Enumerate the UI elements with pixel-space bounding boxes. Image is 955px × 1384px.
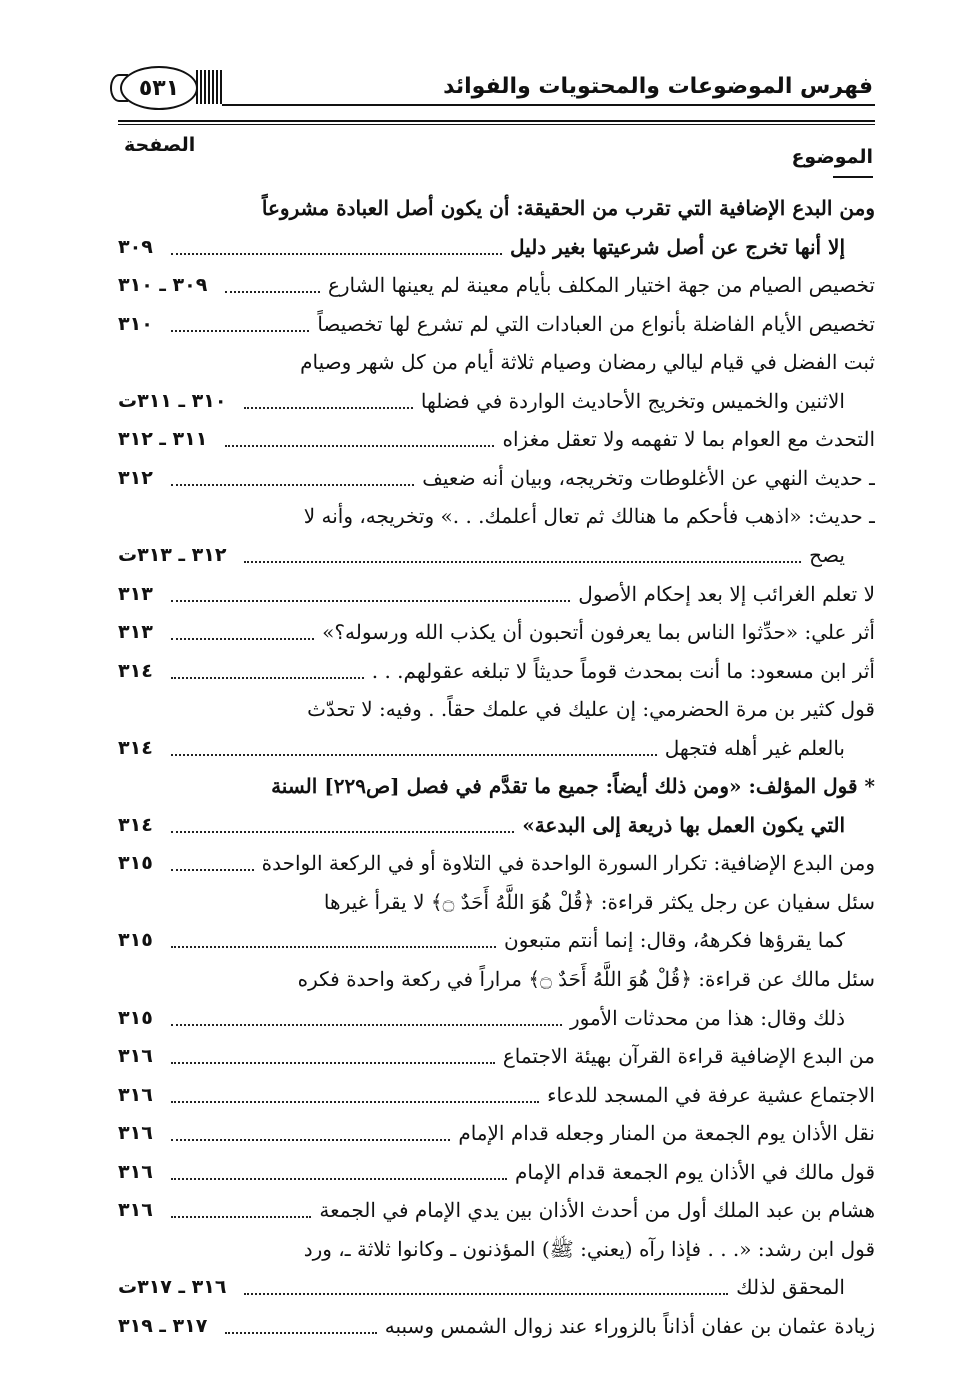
entry-text: هشام بن عبد الملك أول من أحدث الأذان بين يدي الإمام في الجمعة (319, 1198, 875, 1223)
index-entry (118, 227, 845, 267)
entry-text: سئل مالك عن قراءة: ﴿قُلْ هُوَ اللَّهُ أَحَدٌ ۝﴾ مراراً في ركعة واحدة فكره (297, 967, 875, 991)
entry-text: أثر ابن مسعود: ما أنت بمحدث قوماً حديثاً لا تبلغه عقولهم. . . (371, 658, 875, 683)
entry-text: المحقق لذلك (736, 1275, 845, 1300)
entry-text: قول كثير بن مرة الحضرمي: إن عليك في علمك حقاً. . وفيه: لا تحدّث (307, 697, 875, 722)
entry-page-number: ٣١٣ (118, 612, 159, 652)
index-entry (118, 535, 845, 575)
entry-text: الاثنين والخميس وتخريج الأحاديث الواردة في فضلها (420, 388, 845, 413)
entry-text: ومن البدع الإضافية: تكرار السورة الواحدة في التلاوة أو في الركعة الواحدة (261, 851, 875, 876)
entry-text: ذلك وقال: هذا من محدثات الأمور (569, 1005, 845, 1030)
entry-text: بالعلم غير أهله فتجهل (664, 735, 845, 760)
entry-page-number: ٣٠٩ (118, 227, 159, 267)
index-entry (118, 1075, 875, 1115)
entry-page-number: ٣١٦ (118, 1036, 159, 1076)
header-double-rule (118, 120, 875, 122)
header-rule (222, 104, 875, 106)
entry-text: ـ حديث النهي عن الأغلوطات وتخريجه، وبيان أنه ضعيف (422, 465, 875, 490)
entry-text: كما يقرؤها فكرههُ، وقال: إنما أنتم متبعون (504, 928, 845, 953)
index-entry (118, 612, 875, 652)
entry-text: الاجتماع عشية عرفة في المسجد للدعاء (547, 1082, 875, 1107)
leader-dots (171, 946, 496, 948)
leader-dots (244, 407, 413, 409)
entry-page-number: ٣١٠ (118, 304, 159, 344)
index-entry (118, 381, 845, 421)
index-entry (118, 843, 875, 883)
index-entry (118, 882, 875, 922)
page-number: ٥٣١ (120, 66, 198, 110)
index-entry (118, 1036, 875, 1076)
entry-page-number: ٣١٢ (118, 458, 159, 498)
index-entry (118, 265, 875, 305)
entry-text: يصح (809, 542, 845, 567)
index-entry (118, 998, 845, 1038)
entry-page-number: ٣١٢ ـ ٣١٣ت (118, 535, 232, 575)
leader-dots (171, 600, 570, 602)
entry-page-number: ٣١٠ ـ ٣١١ت (118, 381, 232, 421)
index-entry (118, 419, 875, 459)
entry-page-number: ٣١١ ـ ٣١٢ (118, 419, 213, 459)
entry-text: ـ حديث: «اذهب فأحكم ما هنالك ثم تعال أعلمك. . .» وتخريجه، وأنه لا (303, 504, 875, 529)
leader-dots (244, 1293, 728, 1295)
leader-dots (171, 1216, 311, 1218)
index-entry (118, 304, 875, 344)
entry-page-number: ٣٠٩ ـ ٣١٠ (118, 265, 213, 305)
entry-page-number: ٣١٦ (118, 1190, 159, 1230)
leader-dots (171, 677, 364, 679)
leader-dots (171, 1024, 562, 1026)
entry-text: من البدع الإضافية قراءة القرآن بهيئة الاجتماع (502, 1044, 875, 1069)
index-entry (118, 920, 845, 960)
entry-text: التحدث مع العوام بما لا تفهمه ولا تعقل مغزاه (502, 427, 875, 452)
leader-dots (171, 831, 514, 833)
leader-dots (171, 1139, 450, 1141)
entry-page-number: ٣١٥ (118, 843, 159, 883)
leader-dots (244, 561, 801, 563)
entry-page-number: ٣١٥ (118, 998, 159, 1038)
index-entry (118, 805, 845, 845)
entry-text: * قول المؤلف: «ومن ذلك أيضاً: جميع ما تقدَّم في فصل [ص٢٢٩] السنة (271, 774, 875, 799)
entry-page-number: ٣١٣ (118, 574, 159, 614)
entry-text: قول مالك في الأذان يوم الجمعة قدام الإمام (515, 1159, 875, 1184)
entry-page-number: ٣١٤ (118, 728, 159, 768)
index-entry (118, 766, 875, 806)
index-entry (118, 651, 875, 691)
entry-text: قول ابن رشد: «. . . فإذا رآه (يعني: ﷺ) المؤذنون ـ وكانوا ثلاثة ـ، ورد (303, 1236, 875, 1261)
index-entry (118, 689, 875, 729)
leader-dots (225, 1332, 377, 1334)
entry-text: أثر علي: «حدِّثوا الناس بما يعرفون أتحبون أن يكذب الله ورسوله؟» (322, 620, 875, 645)
index-entry (118, 574, 875, 614)
entry-page-number: ٣١٤ (118, 651, 159, 691)
header-double-rule-thin (118, 124, 875, 125)
entry-page-number: ٣١٦ (118, 1113, 159, 1153)
entry-page-number: ٣١٦ (118, 1075, 159, 1115)
index-entry (118, 1152, 875, 1192)
leader-dots (225, 291, 320, 293)
index-entry (118, 496, 875, 536)
entry-text: ومن البدع الإضافية التي تقرب من الحقيقة: أن يكون أصل العبادة مشروعاً (261, 196, 875, 220)
entry-page-number: ٣١٤ (118, 805, 159, 845)
leader-dots (171, 484, 414, 486)
index-entry (118, 1113, 875, 1153)
running-title: فهرس الموضوعات والمحتويات والفوائد (443, 74, 873, 99)
index-entry (118, 188, 875, 228)
entry-text: نقل الأذان يوم الجمعة من المنار وجعله قدام الإمام (458, 1121, 875, 1146)
index-entry (118, 728, 845, 768)
entry-page-number: ٣١٦ (118, 1152, 159, 1192)
entry-text: تخصيص الصيام من جهة اختيار المكلف بأيام معينة لم يعينها الشارع (327, 273, 875, 298)
leader-dots (171, 330, 309, 332)
leader-dots (225, 445, 494, 447)
entry-text: التي يكون العمل بها ذريعة إلى البدعة» (522, 812, 845, 837)
leader-dots (171, 1178, 507, 1180)
entry-text: إلا أنها تخرج عن أصل شرعيتها بغير دليل (510, 234, 845, 259)
leader-dots (171, 754, 657, 756)
column-header-page: الصفحة (124, 134, 196, 156)
leader-dots (171, 869, 254, 871)
entry-page-number: ٣١٥ (118, 920, 159, 960)
index-entry (118, 959, 875, 999)
leader-dots (171, 638, 314, 640)
entry-page-number: ٣١٦ ـ ٣١٧ت (118, 1267, 232, 1307)
entry-text: سئل سفيان عن رجل يكثر قراءة: ﴿قُلْ هُوَ اللَّهُ أَحَدٌ ۝﴾ لا يقرأ غيرها (323, 889, 875, 914)
index-entry (118, 1229, 875, 1269)
entry-text: ثبت الفضل في قيام ليالي رمضان وصيام ثلاثة أيام من كل شهر وصيام (300, 350, 875, 375)
index-entry (118, 1190, 875, 1230)
index-entry (118, 342, 875, 382)
subject-underline (833, 176, 873, 178)
entry-text: زيادة عثمان بن عفان أذاناً بالزوراء عند زوال الشمس وسببه (384, 1313, 875, 1338)
column-header-subject: الموضوع (791, 146, 873, 168)
entry-text: لا تعلم الغرائب إلا بعد إحكام الأصول (578, 581, 875, 606)
leader-dots (171, 1101, 539, 1103)
leader-dots (171, 1062, 495, 1064)
index-entry (118, 1267, 845, 1307)
index-entry (118, 458, 875, 498)
index-entry (118, 1306, 875, 1346)
entry-page-number: ٣١٧ ـ ٣١٩ (118, 1306, 213, 1346)
leader-dots (171, 253, 502, 255)
header-ornament-bars (196, 70, 222, 104)
entry-text: تخصيص الأيام الفاضلة بأنواع من العبادات التي لم تشرع لها تخصيصاً (317, 311, 875, 336)
